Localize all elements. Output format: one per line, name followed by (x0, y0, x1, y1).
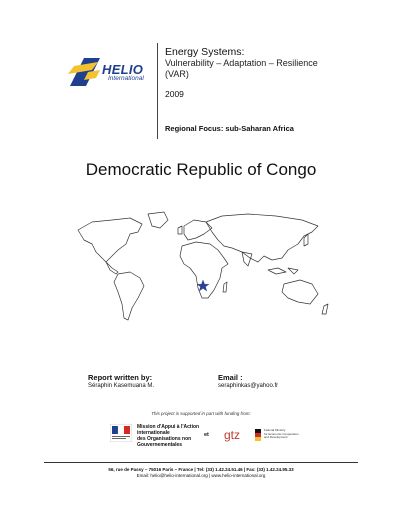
report-author: Séraphin Kasemuana M. (88, 383, 155, 389)
country-title: Democratic Republic of Congo (85, 160, 317, 179)
gtz-logo: gtz (224, 428, 241, 442)
doc-title: Energy Systems: (165, 46, 245, 58)
doc-year: 2009 (165, 89, 184, 99)
email-label: Email : (218, 373, 243, 382)
title-block (165, 46, 365, 99)
conjunction: et (204, 432, 209, 438)
support-text: This project is supported in part with funding from: (151, 411, 251, 416)
german-flag-icon (255, 429, 261, 441)
header-divider (157, 43, 158, 139)
bmz-text: Federal Ministry for Economic Cooperation and Development (264, 428, 299, 440)
logo-name: HELIO (102, 62, 144, 77)
logo-subtitle: International (108, 75, 144, 82)
doc-subtitle-line2: (VAR) (165, 69, 189, 79)
footer-divider (44, 462, 358, 463)
report-label: Report written by: (88, 373, 153, 382)
french-republic-emblem-icon (110, 424, 132, 442)
doc-subtitle-line1: Vulnerability – Adaptation – Resilience (165, 58, 318, 68)
regional-focus: Regional Focus: sub-Saharan Africa (165, 124, 294, 133)
world-map (72, 210, 334, 326)
footer-address: 56, rue de Passy – 75016 Paris – France | Tel: (33) 1.42.24.51.46 | Fax: (33) 1.42.24.95.33 (108, 467, 294, 472)
email-address[interactable]: seraphinkas@yahoo.fr (218, 383, 279, 389)
footer-contact[interactable]: Email: helio@helio-international.org | www.helio-international.org (136, 473, 266, 478)
mission-text: Mission d'Appui à l'Action internationale des Organisations non Gouvernementales (137, 424, 200, 448)
